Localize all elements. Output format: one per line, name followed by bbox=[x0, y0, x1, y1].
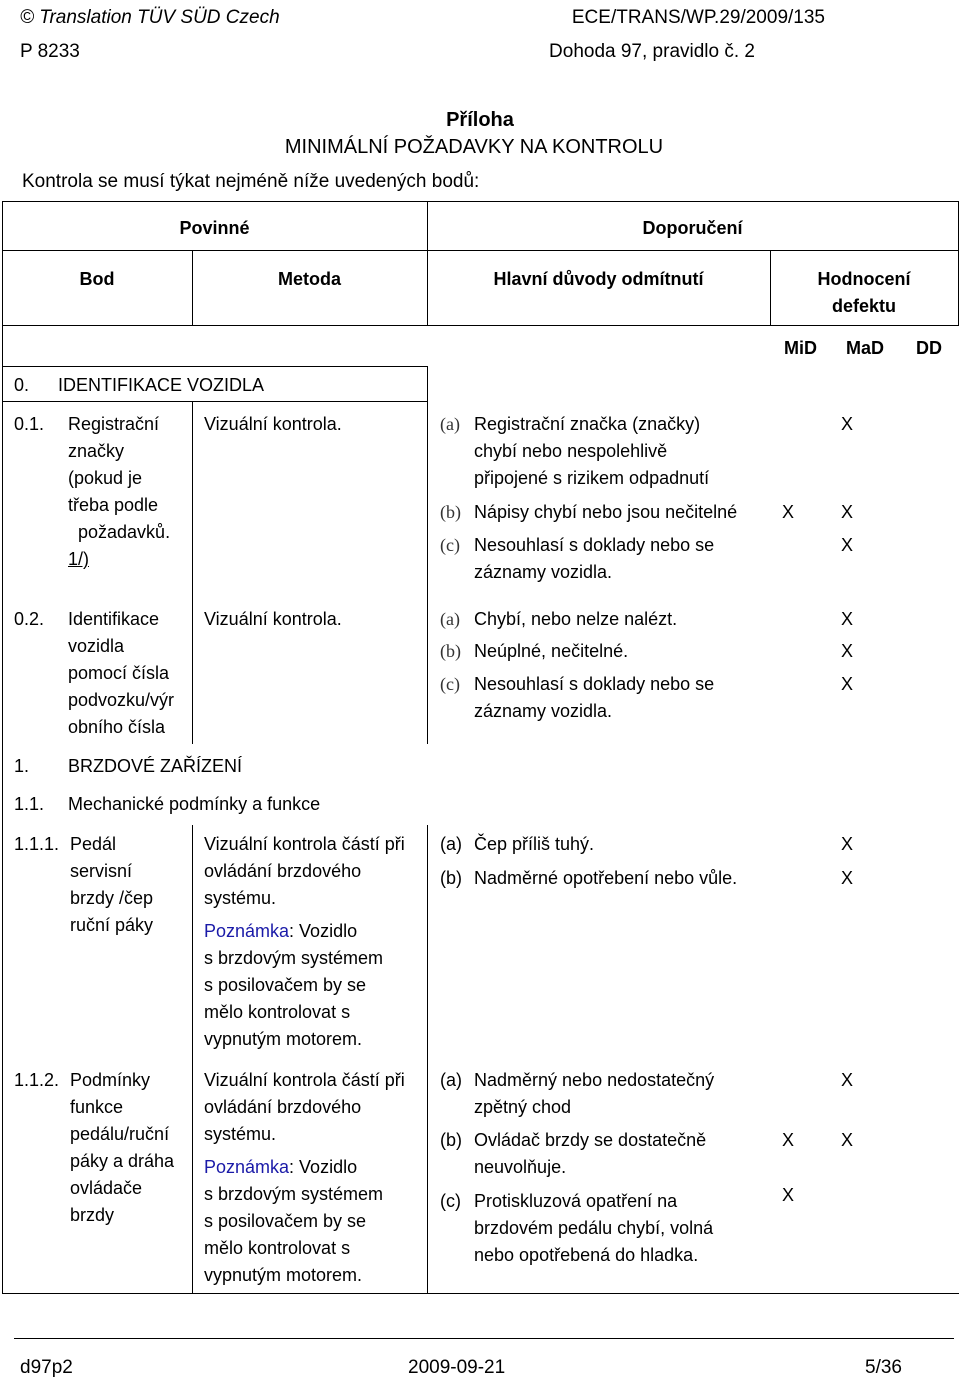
rating-mark: X bbox=[841, 834, 854, 854]
reason-mark: (b) bbox=[440, 502, 461, 522]
table-border bbox=[192, 402, 193, 744]
annex-subtitle: MINIMÁLNÍ POŽADAVKY NA KONTROLU bbox=[284, 136, 664, 158]
reason-text: Nadměrné opotřebení nebo vůle. bbox=[474, 868, 738, 888]
reason-mark: (a) bbox=[440, 1070, 462, 1090]
footer-rule bbox=[14, 1338, 954, 1339]
reason-text: Čep příliš tuhý. bbox=[474, 834, 595, 854]
rating-mark: X bbox=[841, 502, 854, 522]
rating-mark: X bbox=[841, 609, 854, 629]
rating-mark: X bbox=[841, 414, 854, 434]
row-method-note: Poznámka: Vozidlo s brzdovým systémem s posilovačem by se mělo kontrolovat s vypnutým motorem. bbox=[204, 1157, 384, 1285]
row-number: 1.1.2. bbox=[14, 1070, 60, 1090]
reason-text: Nápisy chybí nebo jsou nečitelné bbox=[474, 502, 738, 522]
rating-mark: X bbox=[782, 502, 795, 522]
reason-text: Ovládač brzdy se dostatečně neuvolňuje. bbox=[474, 1130, 707, 1177]
rating-mad: MaD bbox=[846, 338, 885, 358]
header-translation: © Translation TÜV SÜD Czech bbox=[20, 7, 280, 28]
reason-mark: (c) bbox=[440, 674, 460, 694]
column-header-metoda: Metoda bbox=[278, 269, 341, 289]
header-agreement: Dohoda 97, pravidlo č. 2 bbox=[549, 41, 755, 62]
column-header-bod: Bod bbox=[79, 269, 115, 289]
reason-mark: (c) bbox=[440, 535, 460, 555]
group-header-recommended: Doporučení bbox=[642, 218, 743, 238]
table-rule bbox=[2, 1293, 959, 1294]
footer-date: 2009-09-21 bbox=[408, 1357, 506, 1378]
column-header-hodnoceni-line2: defektu bbox=[831, 296, 896, 316]
rating-mark: X bbox=[841, 1130, 854, 1150]
footer-page: 5/36 bbox=[865, 1357, 902, 1378]
row-method: Vizuální kontrola. bbox=[204, 609, 342, 629]
reason-mark: (a) bbox=[440, 414, 460, 434]
row-item: Identifikace vozidla pomocí čísla podvozku/výr obního čísla bbox=[68, 609, 175, 737]
table-rule bbox=[2, 250, 959, 251]
section-number: 1. bbox=[14, 756, 30, 776]
rating-mark: X bbox=[841, 868, 854, 888]
rating-mark: X bbox=[841, 535, 854, 555]
table-border bbox=[427, 366, 428, 402]
row-method-note: Poznámka: Vozidlo s brzdovým systémem s posilovačem by se mělo kontrolovat s vypnutým motorem. bbox=[204, 921, 384, 1049]
table-border bbox=[2, 201, 3, 1294]
rating-mid: MiD bbox=[784, 338, 817, 358]
reason-text: Protiskluzová opatření na brzdovém pedálu chybí, volná nebo opotřebená do hladka. bbox=[474, 1191, 714, 1265]
rating-mark: X bbox=[841, 674, 854, 694]
rating-mark: X bbox=[782, 1185, 795, 1205]
annex-title: Příloha bbox=[446, 109, 514, 131]
reason-text: Neúplné, nečitelné. bbox=[474, 641, 629, 661]
table-rule bbox=[2, 366, 427, 367]
header-document-id: ECE/TRANS/WP.29/2009/135 bbox=[571, 7, 825, 28]
table-rule bbox=[2, 201, 959, 202]
reason-mark: (c) bbox=[440, 1191, 461, 1211]
row-method: Vizuální kontrola. bbox=[204, 414, 342, 434]
reason-mark: (a) bbox=[440, 609, 460, 629]
footer-doc: d97p2 bbox=[20, 1357, 73, 1378]
section-title: IDENTIFIKACE VOZIDLA bbox=[58, 375, 265, 395]
header-reference: P 8233 bbox=[20, 41, 80, 62]
reason-text: Nesouhlasí s doklady nebo se záznamy vozidla. bbox=[474, 535, 715, 582]
row-item: Pedál servisní brzdy /čep ruční páky bbox=[70, 834, 154, 935]
row-number: 1.1.1. bbox=[14, 834, 60, 854]
column-header-hodnoceni: Hodnocení bbox=[817, 269, 911, 289]
subsection-title: Mechanické podmínky a funkce bbox=[68, 794, 321, 814]
intro-text: Kontrola se musí týkat nejméně níže uvedených bodů: bbox=[22, 171, 480, 192]
rating-mark: X bbox=[782, 1130, 795, 1150]
reason-mark: (b) bbox=[440, 641, 461, 661]
table-rule bbox=[2, 401, 427, 402]
row-method: Vizuální kontrola částí při ovládání brzdového systému. bbox=[204, 834, 405, 908]
table-border bbox=[192, 825, 193, 1294]
reason-mark: (b) bbox=[440, 868, 462, 888]
column-header-duvody: Hlavní důvody odmítnutí bbox=[493, 269, 704, 289]
table-border bbox=[958, 201, 959, 326]
group-header-mandatory: Povinné bbox=[179, 218, 250, 238]
row-method: Vizuální kontrola částí při ovládání brzdového systému. bbox=[204, 1070, 405, 1144]
rating-mark: X bbox=[841, 1070, 854, 1090]
reason-mark: (a) bbox=[440, 834, 462, 854]
row-number: 0.2. bbox=[14, 609, 45, 629]
row-item: Podmínky funkce pedálu/ruční páky a dráha ovládače brzdy bbox=[70, 1070, 175, 1225]
row-item: Registrační značky (pokud je třeba podle požadavků. 1/) bbox=[68, 414, 171, 569]
subsection-number: 1.1. bbox=[14, 794, 45, 814]
row-number: 0.1. bbox=[14, 414, 45, 434]
table-rule bbox=[2, 325, 959, 326]
rating-dd: DD bbox=[916, 338, 942, 358]
reason-text: Registrační značka (značky) chybí nebo nespolehlivě připojené s rizikem odpadnutí bbox=[474, 414, 710, 488]
rating-mark: X bbox=[841, 641, 854, 661]
reason-text: Chybí, nebo nelze nalézt. bbox=[474, 609, 678, 629]
reason-text: Nadměrný nebo nedostatečný zpětný chod bbox=[474, 1070, 715, 1117]
section-number: 0. bbox=[14, 375, 30, 395]
section-title: BRZDOVÉ ZAŘÍZENÍ bbox=[68, 756, 243, 776]
table-border bbox=[427, 825, 428, 1294]
reason-mark: (b) bbox=[440, 1130, 462, 1150]
table-border bbox=[427, 402, 428, 744]
reason-text: Nesouhlasí s doklady nebo se záznamy vozidla. bbox=[474, 674, 715, 721]
